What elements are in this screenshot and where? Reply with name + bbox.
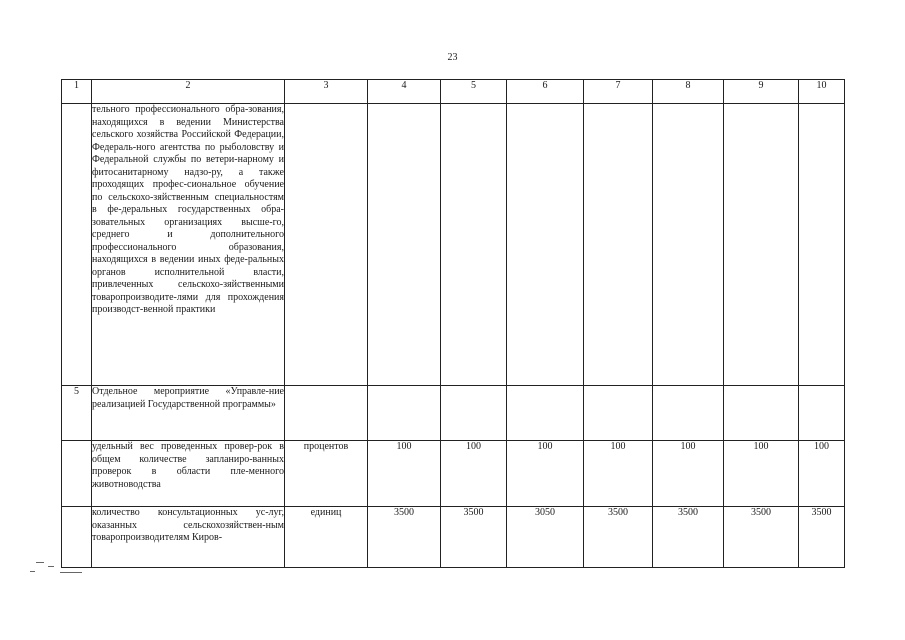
column-header: 7: [584, 80, 653, 104]
row-value: 3500: [441, 507, 507, 568]
column-header: 9: [724, 80, 799, 104]
row-unit: единиц: [285, 507, 368, 568]
row-value: [584, 386, 653, 441]
row-value: [441, 104, 507, 386]
indicator-table: [61, 79, 845, 568]
row-number: 5: [62, 386, 92, 441]
table-header-row: [62, 80, 845, 104]
row-value: 3500: [584, 507, 653, 568]
table-row: [62, 507, 845, 568]
row-value: 100: [584, 441, 653, 507]
row-number: [62, 104, 92, 386]
column-header: 4: [368, 80, 441, 104]
row-value: 100: [653, 441, 724, 507]
column-header: 3: [285, 80, 368, 104]
row-description: удельный вес проведенных провер-рок в общем количестве запланиро-ванных проверок в области пле-менного животноводства: [92, 441, 285, 507]
scan-mark: [48, 566, 54, 567]
row-value: [724, 104, 799, 386]
row-value: 3500: [653, 507, 724, 568]
row-value: 100: [724, 441, 799, 507]
row-description: тельного профессионального обра-зования, находящихся в ведении Министерства сельского хозяйства Российской Федерации, Федераль-ного агентства по рыболовству и Федеральной службы по ветери-нарному и фитосанитарному надзо-ру, а также проходящих профес-сиональное обучение по сельскохо-зяйственным специальностям в фе-деральных государственных обра-зовательных организациях высше-го, среднего и дополнительного профессионального образования, находящихся в ведении иных феде-ральных органов исполнительной власти, привлеченных сельскохо-зяйственными товаропроизводите-лями для прохождения производст-венной практики: [92, 104, 285, 386]
row-value: [584, 104, 653, 386]
row-value: [653, 386, 724, 441]
column-header: 5: [441, 80, 507, 104]
table-row: [62, 441, 845, 507]
row-value: [799, 104, 845, 386]
scan-mark: [36, 562, 44, 563]
row-value: [368, 104, 441, 386]
column-header: 2: [92, 80, 285, 104]
scan-mark: [30, 571, 35, 572]
column-header: 8: [653, 80, 724, 104]
table-row: [62, 104, 845, 386]
row-value: [799, 386, 845, 441]
row-value: [653, 104, 724, 386]
row-value: [507, 386, 584, 441]
column-header: 10: [799, 80, 845, 104]
row-unit: [285, 386, 368, 441]
row-unit: процентов: [285, 441, 368, 507]
row-value: 100: [507, 441, 584, 507]
row-value: 100: [799, 441, 845, 507]
row-value: 3500: [799, 507, 845, 568]
row-description: количество консультационных ус-луг, оказанных сельскохозяйствен-ным товаропроизводителям Киров-: [92, 507, 285, 568]
page-number: 23: [447, 52, 458, 63]
row-value: 3050: [507, 507, 584, 568]
row-value: [724, 386, 799, 441]
column-header: 1: [62, 80, 92, 104]
row-unit: [285, 104, 368, 386]
row-number: [62, 441, 92, 507]
table-row: [62, 386, 845, 441]
row-value: [507, 104, 584, 386]
row-description: Отдельное мероприятие «Управле-ние реализацией Государственной программы»: [92, 386, 285, 441]
row-value: [441, 386, 507, 441]
scan-mark: [60, 572, 82, 573]
row-number: [62, 507, 92, 568]
row-value: 100: [441, 441, 507, 507]
row-value: 3500: [724, 507, 799, 568]
row-value: 3500: [368, 507, 441, 568]
column-header: 6: [507, 80, 584, 104]
row-value: 100: [368, 441, 441, 507]
row-value: [368, 386, 441, 441]
